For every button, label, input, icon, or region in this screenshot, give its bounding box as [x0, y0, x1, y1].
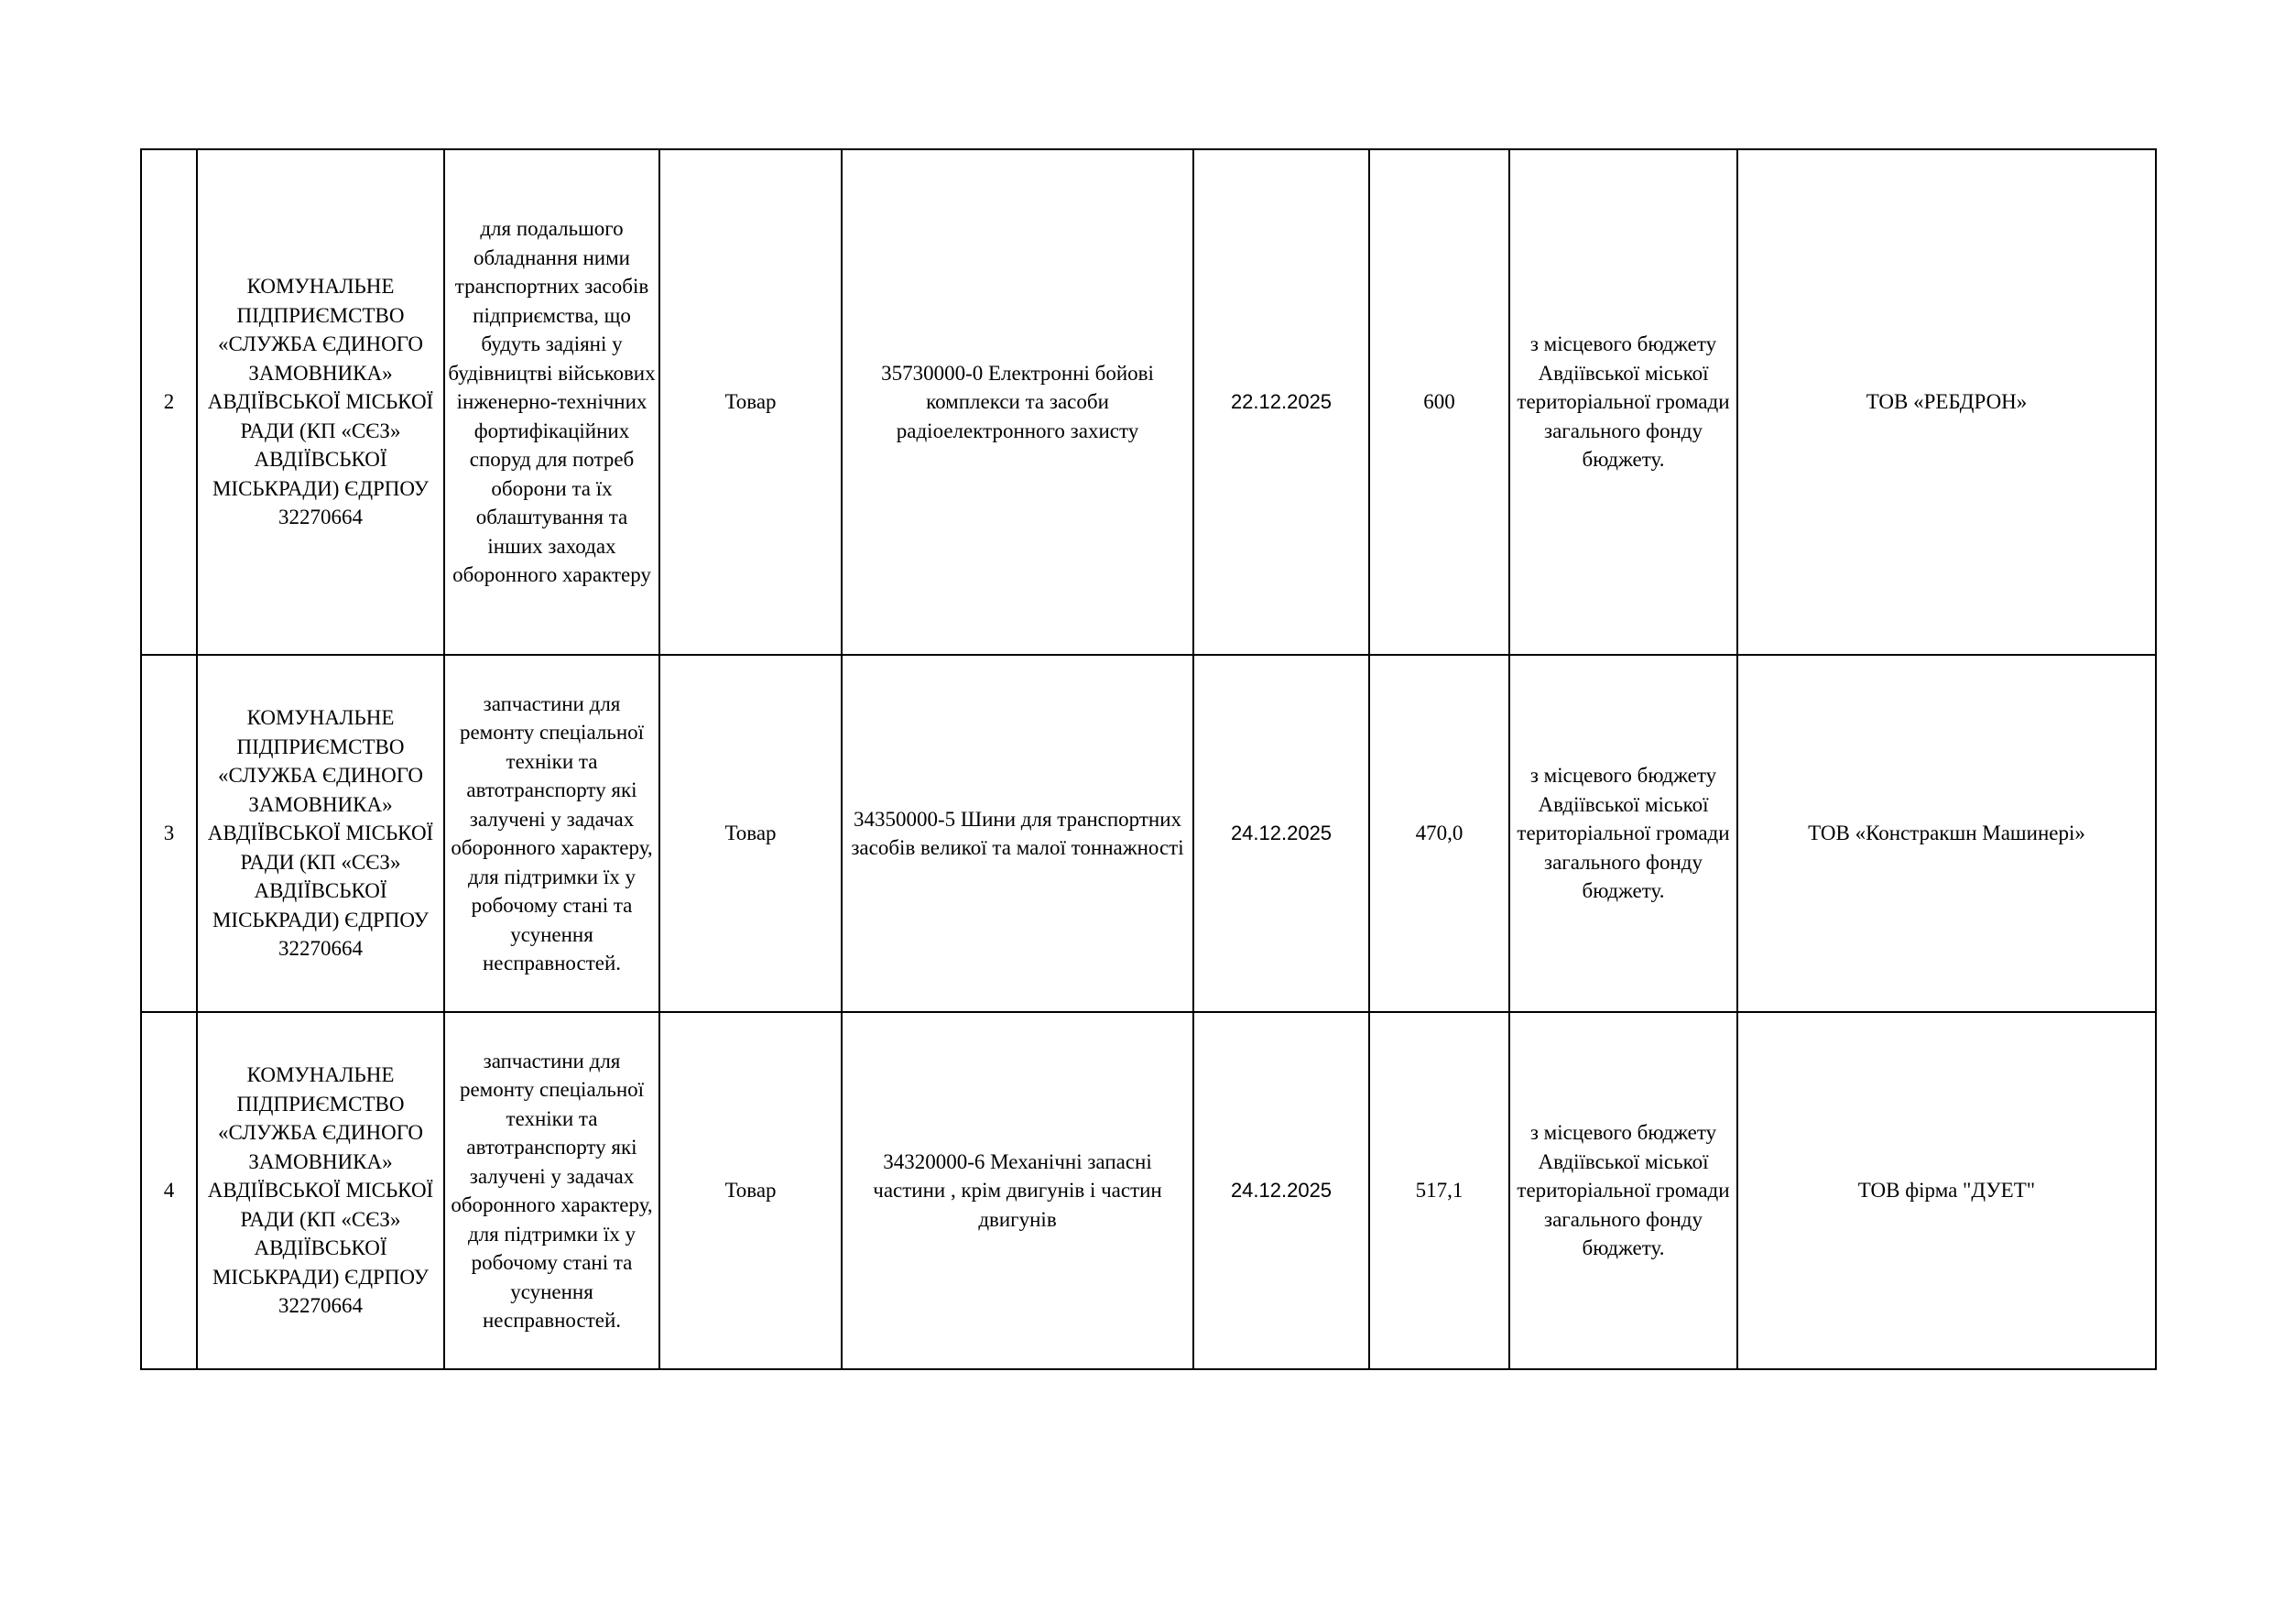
supplier-cell: ТОВ «Констракшн Машинері» [1737, 655, 2156, 1012]
row-number-cell: 4 [141, 1012, 197, 1369]
cpv-cell: 34350000-5 Шини для транспортних засобів великої та малої тоннажності [842, 655, 1193, 1012]
customer-cell: КОМУНАЛЬНЕ ПІДПРИЄМСТВО «СЛУЖБА ЄДИНОГО ЗАМОВНИКА» АВДІЇВСЬКОЇ МІСЬКОЇ РАДИ (КП «СЄЗ» АВДІЇВСЬКОЇ МІСЬКРАДИ) ЄДРПОУ 32270664 [197, 1012, 444, 1369]
row-number-cell: 2 [141, 149, 197, 655]
amount-cell: 470,0 [1369, 655, 1509, 1012]
purpose-cell: запчастини для ремонту спеціальної техніки та автотранспорту які залучені у задачах оборонного характеру, для підтримки їх у робочому стані та усунення несправностей. [444, 655, 659, 1012]
procurement-table [140, 148, 2157, 1370]
date-cell: 24.12.2025 [1193, 1012, 1369, 1369]
table-row [141, 655, 2156, 1012]
customer-cell: КОМУНАЛЬНЕ ПІДПРИЄМСТВО «СЛУЖБА ЄДИНОГО ЗАМОВНИКА» АВДІЇВСЬКОЇ МІСЬКОЇ РАДИ (КП «СЄЗ» АВДІЇВСЬКОЇ МІСЬКРАДИ) ЄДРПОУ 32270664 [197, 149, 444, 655]
supplier-cell: ТОВ «РЕБДРОН» [1737, 149, 2156, 655]
supplier-cell: ТОВ фірма "ДУЕТ" [1737, 1012, 2156, 1369]
date-cell: 22.12.2025 [1193, 149, 1369, 655]
funding-source-cell: з місцевого бюджету Авдіївської міської територіальної громади загального фонду бюджету. [1509, 149, 1737, 655]
row-number-cell: 3 [141, 655, 197, 1012]
cpv-cell: 35730000-0 Електронні бойові комплекси та засоби радіоелектронного захисту [842, 149, 1193, 655]
cpv-cell: 34320000-6 Механічні запасні частини , крім двигунів і частин двигунів [842, 1012, 1193, 1369]
funding-source-cell: з місцевого бюджету Авдіївської міської територіальної громади загального фонду бюджету. [1509, 1012, 1737, 1369]
table-row [141, 149, 2156, 655]
date-cell: 24.12.2025 [1193, 655, 1369, 1012]
customer-cell: КОМУНАЛЬНЕ ПІДПРИЄМСТВО «СЛУЖБА ЄДИНОГО ЗАМОВНИКА» АВДІЇВСЬКОЇ МІСЬКОЇ РАДИ (КП «СЄЗ» АВДІЇВСЬКОЇ МІСЬКРАДИ) ЄДРПОУ 32270664 [197, 655, 444, 1012]
amount-cell: 517,1 [1369, 1012, 1509, 1369]
type-cell: Товар [659, 149, 842, 655]
table-row [141, 1012, 2156, 1369]
funding-source-cell: з місцевого бюджету Авдіївської міської територіальної громади загального фонду бюджету. [1509, 655, 1737, 1012]
purpose-cell: запчастини для ремонту спеціальної техніки та автотранспорту які залучені у задачах оборонного характеру, для підтримки їх у робочому стані та усунення несправностей. [444, 1012, 659, 1369]
type-cell: Товар [659, 1012, 842, 1369]
purpose-cell: для подальшого обладнання ними транспортних засобів підприємства, що будуть задіяні у будівництві військових інженерно-технічних фортифікаційних споруд для потреб оборони та їх облаштування та інших заходах оборонного характеру [444, 149, 659, 655]
amount-cell: 600 [1369, 149, 1509, 655]
type-cell: Товар [659, 655, 842, 1012]
